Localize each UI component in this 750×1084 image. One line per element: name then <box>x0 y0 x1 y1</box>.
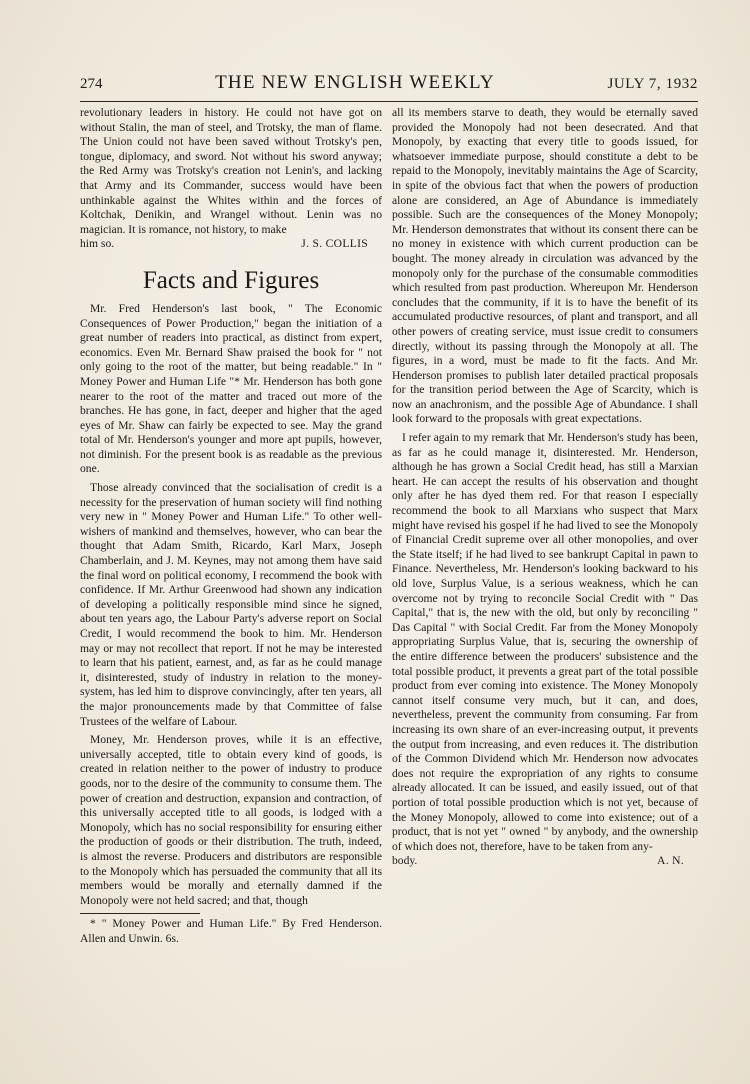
right-column <box>392 106 698 869</box>
article-paragraph-2: Those already convinced that the socialisation of credit is a necessity for the preservation of human society will find nothing very new in " Money Power and Human Life." To other well-wishers of mankind and themselves, however, who can bear the thought that Adam Smith, Ricardo, Karl Marx, Joseph Chamberlain, and J. M. Keynes, may not among them have said the final word on political economy, I recommend the book with confidence. If Mr. Arthur Greenwood had shown any indication of developing a politically responsible mind since he signed, about ten years ago, the Labour Party's adverse report on Social Credit, I would recommend the book to him. Mr. Henderson may or may not recollect that report. If not he may be interested to learn that his patient, earnest, and, as far as he could manage it, disinterested, study of industry in relation to the money-system, has led him to disprove convincingly, after ten years, all the major pronouncements made by that Committee of false Trustees of the welfare of Labour. <box>80 481 382 728</box>
article-paragraph-5: I refer again to my remark that Mr. Henderson's study has been, as far as he could manage it, disinterested. Mr. Henderson, although he has grown a Social Credit head, has still a Marxian heart. He can accept the results of his observation and thought only after he has dyed them red. For that reason I especially recommend the book to all Marxians who suspect that Marx might have revised his gospel if he had lived to see the Monopoly of Financial Credit supreme over all other monopolies, and over the State itself; if he had lived to see bankrupt Capital in pawn to Finance. Nevertheless, Mr. Henderson's looking backward to his old love, Surplus Value, is a serious weakness, which he can overcome not by trying to reconcile Social Credit with " Das Capital," that is, the new with the old, but only by reconciling " Das Capital " with Social Credit. Far from the Money Monopoly appropriating Surplus Value, that is, securing the ownership of the entire difference between the producers' subsistence and the total possible product, it prevents a great part of the total possible product from ever coming into existence. The Money Monopoly cannot itself consume very much, but it can, and does, nevertheless, prevent the community from consuming. Far from increasing its own share of an ever-increasing output, it prevents the output from increasing, and even reduces it. The distribution of the Common Dividend which Mr. Henderson now advocates does not require the expropriation of any rights to consume already allocated. It can be issued, and easily issued, out of that portion of total possible production which is not yet, because of the Money Monopoly, allowed to come into existence; out of a product, that is not yet " owned " by anybody, and the ownership of which does not, therefore, have to be taken from any- <box>392 431 698 853</box>
section-title: Facts and Figures <box>142 266 320 294</box>
article-last-line: body. <box>392 854 418 868</box>
article-paragraph-4: all its members starve to death, they would be eternally saved provided the Monopoly had not been desecrated. And that Monopoly, by exacting that every title to goods issued, for whatsoever immediate purpose, should constitute a debt to be repaid to the Monopoly, inevitably maintains the Age of Scarcity, in spite of the obvious fact that when the powers of production alone are considered, an Age of Abundance is immediately possible. Such are the consequences of the Money Monopoly; Mr. Henderson demonstrates that without its consent there can be no money in existence with which current production can be bought. The money already in circulation was advanced by the monopoly only for the purchase of the consumable commodities which resulted from past production. Whereupon Mr. Henderson concludes that the community, if it is to have the benefit of its accumulated productive resources, of plant and transport, and all other powers of creating service, must issue credit to consumers directly, without its passing through the Monopoly at all. The figures, in a word, must be made to fit the facts. And Mr. Henderson promises to publish later detailed practical proposals for the transition period between the Age of Scarcity, which is now an anachronism, and the possible Age of Abundance. I shall look forward to the proposals with great expectations. <box>392 106 698 426</box>
footnote-rule <box>80 913 200 914</box>
footnote: * " Money Power and Human Life." By Fred Henderson. Allen and Unwin. 6s. <box>80 917 382 945</box>
left-column <box>80 106 382 946</box>
article-paragraph-1: Mr. Fred Henderson's last book, " The Economic Consequences of Power Production," began the initiation of a great number of readers into practical, as distinct from expert, economics. Even Mr. Bernard Shaw praised the book for " not only going to the root of the matter, but being readable." In " Money Power and Human Life "* Mr. Henderson has both gone nearer to the root of the matter and traced out more of the branches. He has gone, in fact, deeper and higher that the aged eyes of Mr. Shaw can fairly be expected to see. May the grand total of Mr. Henderson's younger and more apt pupils, however, not diminish. For the present book is as readable as the previous one. <box>80 301 382 476</box>
review-signature: J. S. COLLIS <box>301 237 368 251</box>
page-number: 274 <box>80 76 103 92</box>
review-ending-paragraph: revolutionary leaders in history. He could not have got on without Stalin, the man of steel, and Trotsky, the man of flame. The Union could not have been saved without Trotsky's pen, tongue, diplomacy, and sword. Not without his sword anyway; the Red Army was Trotsky's creation not Lenin's, and lacking that Army and its Commander, success would have been unthinkable against the Whites within and the forces of Koltchak, Denikin, and Wrangel without. Lenin was no magician. It is romance, not history, to make <box>80 106 382 236</box>
article-paragraph-3: Money, Mr. Henderson proves, while it is an effective, universally accepted, title to obtain every kind of goods, is created in relation neither to the power of industry to produce goods, nor to the desire of the community to consume them. The power of creation and destruction, expansion and contraction, of this universally accepted title to all goods, is lodged with a Monopoly, which has no social responsibility for ensuring either the production of goods or their distribution. The truth, indeed, is almost the reverse. Producers and distributors are responsible to the Monopoly which has persuaded the community that all its members would be morally and eternally damned if the Monopoly were not held sacred; and that, though <box>80 733 382 907</box>
review-signature-line <box>80 237 382 252</box>
article-signature: A. N. <box>657 854 684 868</box>
article-signature-line <box>392 854 698 869</box>
review-ending-last-line: him so. <box>80 237 115 251</box>
issue-date: JULY 7, 1932 <box>607 76 698 92</box>
journal-title: THE NEW ENGLISH WEEKLY <box>215 72 495 93</box>
page-header <box>80 72 698 98</box>
header-rule <box>80 101 698 102</box>
